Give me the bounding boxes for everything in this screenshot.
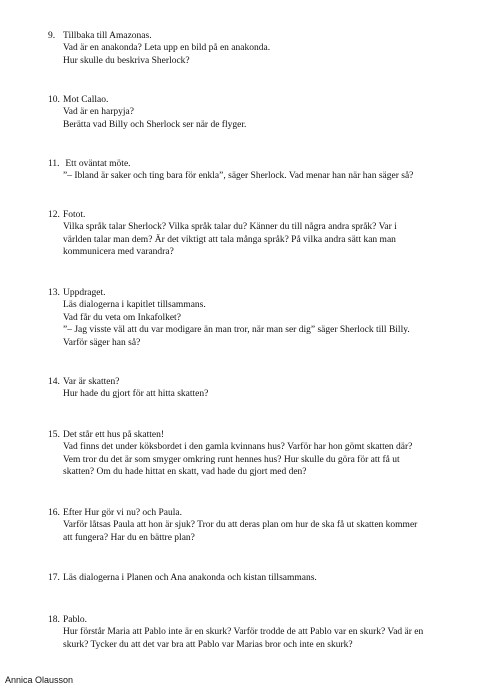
question-text-line: Hur förstår Maria att Pablo inte är en skurk? Varför trodde de att Pablo var en skurk? Vad är en xyxy=(63,627,424,638)
question-item xyxy=(48,158,468,183)
question-text-line: Berätta vad Billy och Sherlock ser när de flyger. xyxy=(63,119,247,130)
question-number: 16. xyxy=(48,508,60,518)
question-heading: Tillbaka till Amazonas. xyxy=(63,31,152,41)
question-heading: Pablo. xyxy=(63,615,88,625)
question-heading: Var är skatten? xyxy=(63,377,120,387)
question-heading: Ett oväntat möte. xyxy=(63,159,131,169)
question-text-line: Vad är en harpyja? xyxy=(63,107,134,118)
question-text-line: kommunicera med varandra? xyxy=(63,247,174,258)
question-text-line: ”– Ibland är saker och ting bara för enkla”, säger Sherlock. Vad menar han när han säger så? xyxy=(63,171,414,182)
question-text-line: Vilka språk talar Sherlock? Vilka språk talar du? Känner du till några andra språk? Var i xyxy=(63,222,397,233)
question-body xyxy=(63,287,468,349)
question-number: 12. xyxy=(48,210,60,220)
question-number: 14. xyxy=(48,377,60,387)
question-text-line: Vad får du veta om Inkafolket? xyxy=(63,312,181,323)
question-item xyxy=(48,429,468,479)
footer-author: Annica Olausson xyxy=(5,675,74,685)
question-heading: Efter Hur gör vi nu? och Paula. xyxy=(63,508,182,518)
question-heading: Fotot. xyxy=(63,210,86,220)
question-number: 13. xyxy=(48,288,60,298)
question-number: 17. xyxy=(48,573,60,583)
question-number: 11. xyxy=(48,159,60,169)
question-text-line: världen talar man dem? Är det viktigt att tala många språk? På vilka andra sätt kan man xyxy=(63,234,396,245)
question-body xyxy=(63,94,468,131)
question-text-line: Varför låtsas Paula att hon är sjuk? Tror du att deras plan om hur de ska få ut skatten kommer xyxy=(63,520,418,531)
question-text-line: Läs dialogerna i kapitlet tillsammans. xyxy=(63,300,206,311)
question-body xyxy=(63,158,468,183)
question-text-line: Varför säger han så? xyxy=(63,337,141,348)
question-item xyxy=(48,572,468,584)
question-text-line: Hur skulle du beskriva Sherlock? xyxy=(63,55,190,66)
question-heading: Läs dialogerna i Planen och Ana anakonda och kistan tillsammans. xyxy=(63,573,317,583)
question-text-line: skatten? Om du hade hittat en skatt, vad hade du gjort med den? xyxy=(63,467,307,478)
question-body xyxy=(63,572,468,584)
question-item xyxy=(48,507,468,544)
question-text-line: Vad finns det under köksbordet i den gamla kvinnans hus? Varför har hon gömt skatten där? xyxy=(63,442,413,453)
question-body xyxy=(63,614,468,651)
question-text-line: Hur hade du gjort för att hitta skatten? xyxy=(63,389,209,400)
question-heading: Det står ett hus på skatten! xyxy=(63,430,165,440)
question-item xyxy=(48,94,468,131)
question-body xyxy=(63,376,468,401)
question-heading: Mot Callao. xyxy=(63,95,109,105)
question-item xyxy=(48,376,468,401)
question-text-line: ”– Jag visste väl att du var modigare än man tror, när man ser dig” säger Sherlock till Billy. xyxy=(63,325,410,336)
question-body xyxy=(63,429,468,479)
question-number: 18. xyxy=(48,615,60,625)
question-number: 10. xyxy=(48,95,60,105)
question-number: 15. xyxy=(48,430,60,440)
question-item xyxy=(48,209,468,259)
question-item xyxy=(48,30,468,67)
question-text-line: Vad är en anakonda? Leta upp en bild på en anakonda. xyxy=(63,43,271,54)
question-body xyxy=(63,30,468,67)
question-body xyxy=(63,209,468,259)
question-text-line: skurk? Tycker du att det var bra att Pablo var Marias bror och inte en skurk? xyxy=(63,639,353,650)
question-text-line: att fungera? Har du en bättre plan? xyxy=(63,532,195,543)
question-heading: Uppdraget. xyxy=(63,288,106,298)
question-number: 9. xyxy=(48,31,56,41)
question-item xyxy=(48,614,468,651)
question-item xyxy=(48,287,468,349)
question-text-line: Vem tror du det är som smyger omkring runt hennes hus? Hur skulle du göra för att få ut xyxy=(63,454,400,465)
question-body xyxy=(63,507,468,544)
